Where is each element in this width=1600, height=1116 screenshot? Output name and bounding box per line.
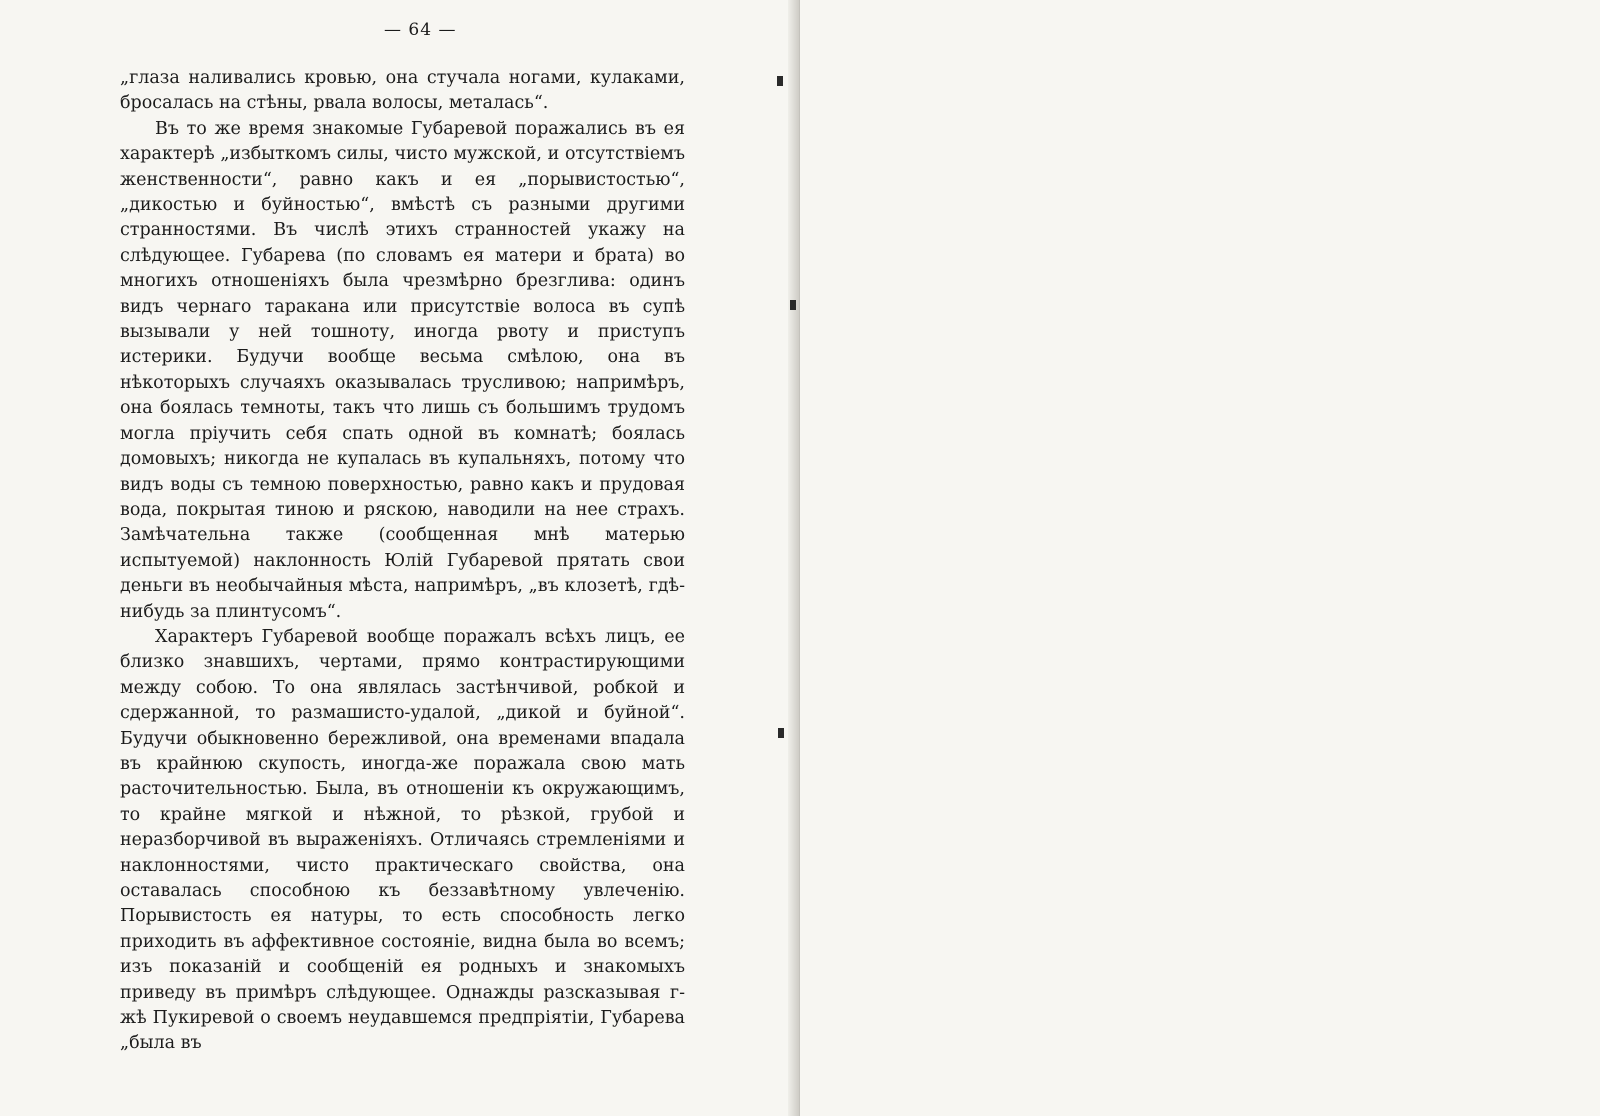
- paragraph: Характеръ Губаревой вообще поражалъ всѣхъ лицъ, ее близко знавшихъ, чертами, прямо контрастирующими между собою. То она являлась застѣнчивой, робкой и сдержанной, то размашисто-удалой, „дикой и буйной“. Будучи обыкновенно бережливой, она временами впадала въ крайнюю скупость, иногда-же поражала свою мать расточительностью. Была, въ отношеніи къ окружающимъ, то крайне мягкой и нѣжной, то рѣзкой, грубой и неразборчивой въ выраженіяхъ. Отличаясь стремленіями и наклонностями, чисто практическаго свойства, она оставалась способною къ беззавѣтному увлеченію. Порывистость ея натуры, то есть способность легко приходить въ аффективное состояніе, видна была во всемъ; изъ показаній и сообщеній ея родныхъ и знакомыхъ приведу въ примѣръ слѣдующее. Однажды разсказывая г-жѣ Пукиревой о своемъ неудавшемся предпріятіи, Губарева „была въ: [120, 626, 685, 1054]
- binding-mark: [777, 76, 783, 86]
- right-page: [800, 0, 1600, 1116]
- paragraph: „глаза наливались кровью, она стучала ногами, кулаками, бросалась на стѣны, рвала волосы, металась“.: [120, 68, 685, 114]
- binding-mark: [790, 300, 796, 310]
- page-number: — 64 —: [384, 20, 457, 40]
- binding-mark: [778, 728, 784, 738]
- paragraph: Въ то же время знакомые Губаревой поражались въ ея характерѣ „избыткомъ силы, чисто мужской, и отсутствіемъ женственности“, равно какъ и ея „порывистостью“, „дикостью и буйностью“, вмѣстѣ съ разными другими странностями. Въ числѣ этихъ странностей укажу на слѣдующее. Губарева (по словамъ ея матери и брата) во многихъ отношеніяхъ была чрезмѣрно брезглива: одинъ видъ чернаго таракана или присутствіе волоса въ супѣ вызывали у ней тошноту, иногда рвоту и приступъ истерики. Будучи вообще весьма смѣлою, она въ нѣкоторыхъ случаяхъ оказывалась трусливою; напримѣръ, она боялась темноты, такъ что лишь съ большимъ трудомъ могла пріучить себя спать одной въ комнатѣ; боялась домовыхъ; никогда не купалась въ купальняхъ, потому что видъ воды съ темною поверхностью, равно какъ и прудовая вода, покрытая тиною и ряскою, наводили на нее страхъ. Замѣчательна также (сообщенная мнѣ матерью испытуемой) наклонность Юлій Губаревой прятать свои деньги въ необычайныя мѣста, напримѣръ, „въ клозетѣ, гдѣ-нибудь за плинтусомъ“.: [120, 118, 685, 622]
- page-body: [120, 66, 685, 1057]
